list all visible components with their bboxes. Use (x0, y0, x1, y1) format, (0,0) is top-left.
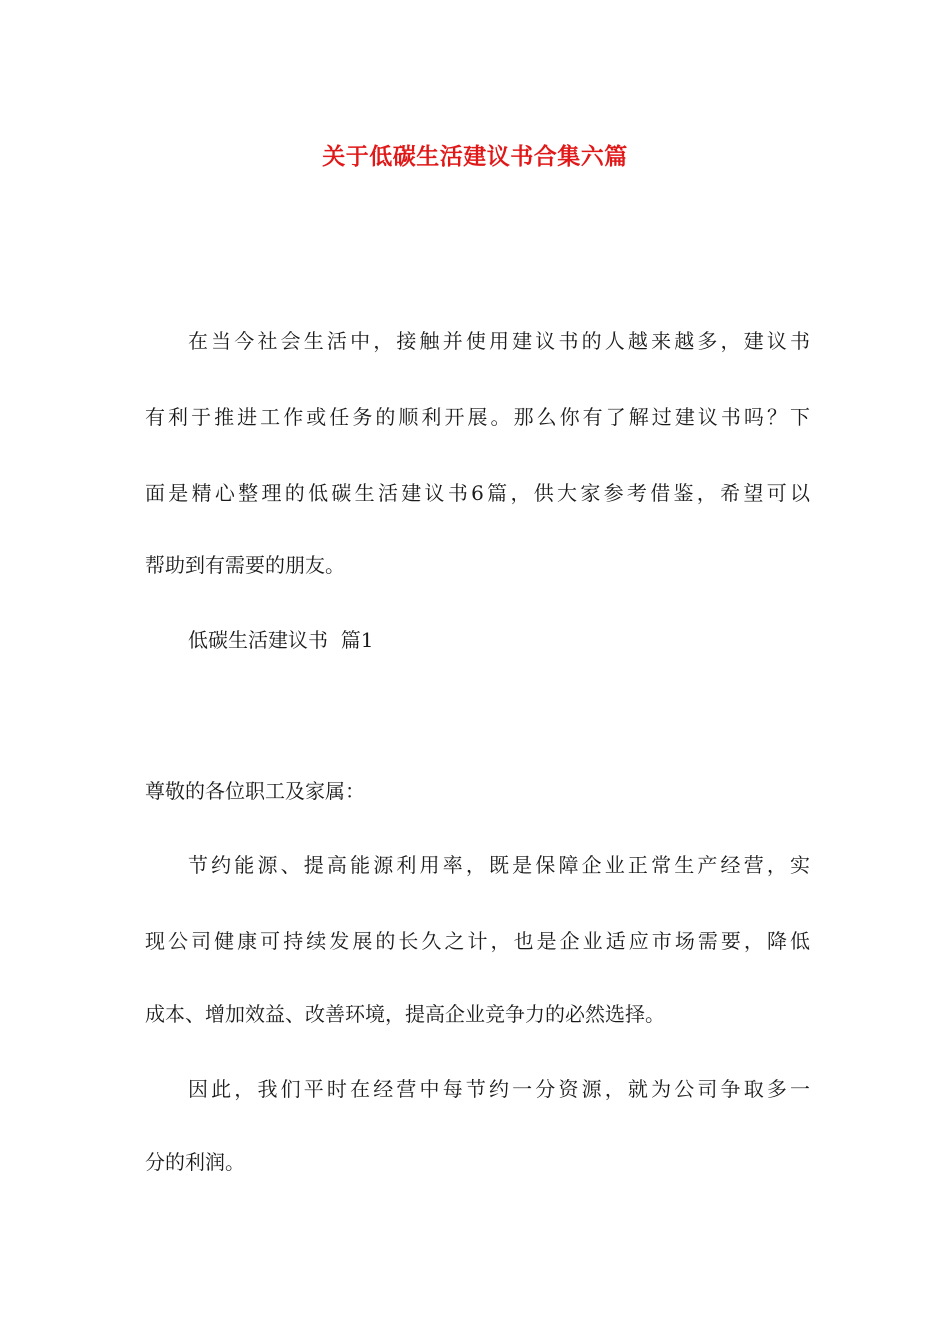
paragraph-line: 在当今社会生活中，接触并使用建议书的人越来越多，建议书 (188, 329, 810, 353)
paragraph-line: 因此，我们平时在经营中每节约一分资源，就为公司争取多一 (188, 1077, 810, 1101)
paragraph-line: 分的利润。 (145, 1150, 245, 1174)
salutation: 尊敬的各位职工及家属： (145, 779, 365, 803)
paragraph-line: 有利于推进工作或任务的顺利开展。那么你有了解过建议书吗？下 (145, 405, 810, 429)
document-title: 关于低碳生活建议书合集六篇 (322, 144, 628, 170)
paragraph-line: 节约能源、提高能源利用率，既是保障企业正常生产经营，实 (188, 853, 810, 877)
section-heading: 低碳生活建议书 篇1 (188, 628, 374, 652)
paragraph-line: 现公司健康可持续发展的长久之计，也是企业适应市场需要，降低 (145, 929, 810, 953)
paragraph-line: 帮助到有需要的朋友。 (145, 553, 345, 577)
paragraph-line: 面是精心整理的低碳生活建议书6篇，供大家参考借鉴，希望可以 (145, 481, 810, 505)
paragraph-line: 成本、增加效益、改善环境，提高企业竞争力的必然选择。 (145, 1002, 665, 1026)
